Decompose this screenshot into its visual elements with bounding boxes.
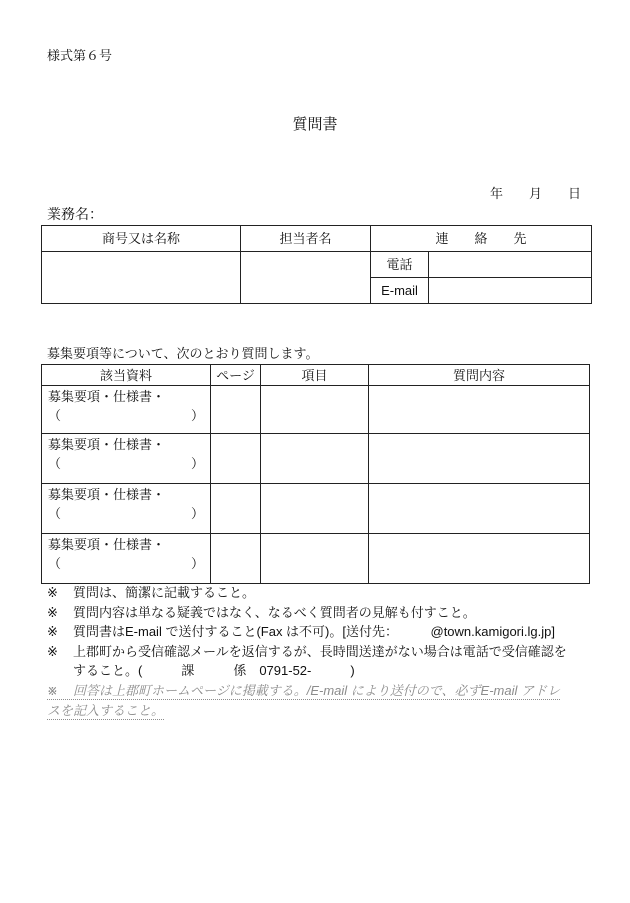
- item-cell: [261, 534, 369, 584]
- source-document-blank: （ ）: [48, 556, 205, 571]
- source-document-blank: （ ）: [48, 506, 205, 521]
- source-document-blank: （ ）: [48, 456, 205, 471]
- source-document-line: 募集要項・仕様書・: [48, 487, 166, 502]
- question-content-cell: [369, 534, 590, 584]
- note-line: [47, 681, 607, 701]
- note-item: [47, 622, 607, 642]
- date-line: 年 月 日: [490, 186, 582, 201]
- question-content-header: 質問内容: [369, 365, 590, 386]
- page-number-header: ページ: [211, 365, 261, 386]
- source-document-cell: [42, 386, 211, 434]
- note-mark: ※: [47, 604, 58, 620]
- note-mark: ※: [47, 682, 58, 698]
- note-text: 質問内容は単なる疑義ではなく、なるべく質問者の見解も付すこと。: [73, 604, 476, 620]
- page-number-cell: [211, 484, 261, 534]
- note-text: 質問は、簡潔に記載すること。: [73, 585, 256, 600]
- source-document-cell: [42, 534, 211, 584]
- question-row: [42, 434, 590, 484]
- item-cell: [261, 386, 369, 434]
- project-name-label: 業務名：: [47, 206, 103, 222]
- note-item: [47, 583, 607, 603]
- phone-label: 電話: [371, 252, 429, 278]
- note-mark: ※: [47, 643, 58, 659]
- note-line: [47, 642, 607, 662]
- note-line: [47, 603, 607, 623]
- question-row: [42, 534, 590, 584]
- note-text: すること。( 課 係 0791-52- ): [73, 663, 355, 679]
- note-text: スを記入すること。: [47, 702, 165, 718]
- source-document-cell: [42, 434, 211, 484]
- note-line: [47, 701, 607, 721]
- note-line: [47, 583, 607, 603]
- page-number-cell: [211, 434, 261, 484]
- page-title: 質問書: [292, 116, 338, 133]
- question-header-row: [42, 365, 590, 386]
- note-item: [47, 603, 607, 623]
- note-text: 質問書はE-mail で送付すること(Fax は不可)。[送付先： @town.kamigori.lg.jp]: [73, 624, 555, 640]
- contact-info-header: 連 絡 先: [371, 226, 592, 252]
- question-content-cell: [369, 434, 590, 484]
- notes-list: [47, 583, 607, 720]
- question-table: [41, 364, 590, 584]
- note-text: 上郡町から受信確認メールを返信するが、長時間送達がない場合は電話で受信確認を: [73, 643, 567, 659]
- note-text: 回答は上郡町ホームページに掲載する。/E-mail により送付ので、必ずE-mail アドレ: [73, 682, 560, 698]
- form-number: 様式第６号: [47, 48, 113, 63]
- source-document-header: 該当資料: [42, 365, 211, 386]
- source-document-line: 募集要項・仕様書・: [48, 389, 166, 404]
- phone-value-cell: [429, 252, 592, 278]
- note-underline: [47, 683, 560, 700]
- source-document-line: 募集要項・仕様書・: [48, 537, 166, 552]
- source-document-blank: （ ）: [48, 408, 205, 423]
- person-in-charge-cell: [241, 252, 371, 304]
- note-item: [47, 681, 607, 720]
- contact-row-phone: [42, 252, 592, 278]
- intro-text: 募集要項等について、次のとおり質問します。: [47, 346, 319, 361]
- note-underline: [47, 703, 164, 720]
- item-header: 項目: [261, 365, 369, 386]
- item-cell: [261, 434, 369, 484]
- company-name-header: 商号又は名称: [42, 226, 241, 252]
- email-label: E-mail: [371, 278, 429, 304]
- note-item: [47, 642, 607, 681]
- item-cell: [261, 484, 369, 534]
- source-document-cell: [42, 484, 211, 534]
- question-row: [42, 484, 590, 534]
- question-content-cell: [369, 484, 590, 534]
- contact-header-row: [42, 226, 592, 252]
- note-mark: ※: [47, 585, 58, 600]
- person-in-charge-header: 担当者名: [241, 226, 371, 252]
- note-line: [47, 622, 607, 642]
- contact-table: [41, 225, 592, 304]
- email-value-cell: [429, 278, 592, 304]
- question-content-cell: [369, 386, 590, 434]
- company-name-cell: [42, 252, 241, 304]
- page-number-cell: [211, 534, 261, 584]
- page-number-cell: [211, 386, 261, 434]
- note-line: [47, 661, 607, 681]
- question-row: [42, 386, 590, 434]
- note-mark: ※: [47, 624, 58, 640]
- source-document-line: 募集要項・仕様書・: [48, 437, 166, 452]
